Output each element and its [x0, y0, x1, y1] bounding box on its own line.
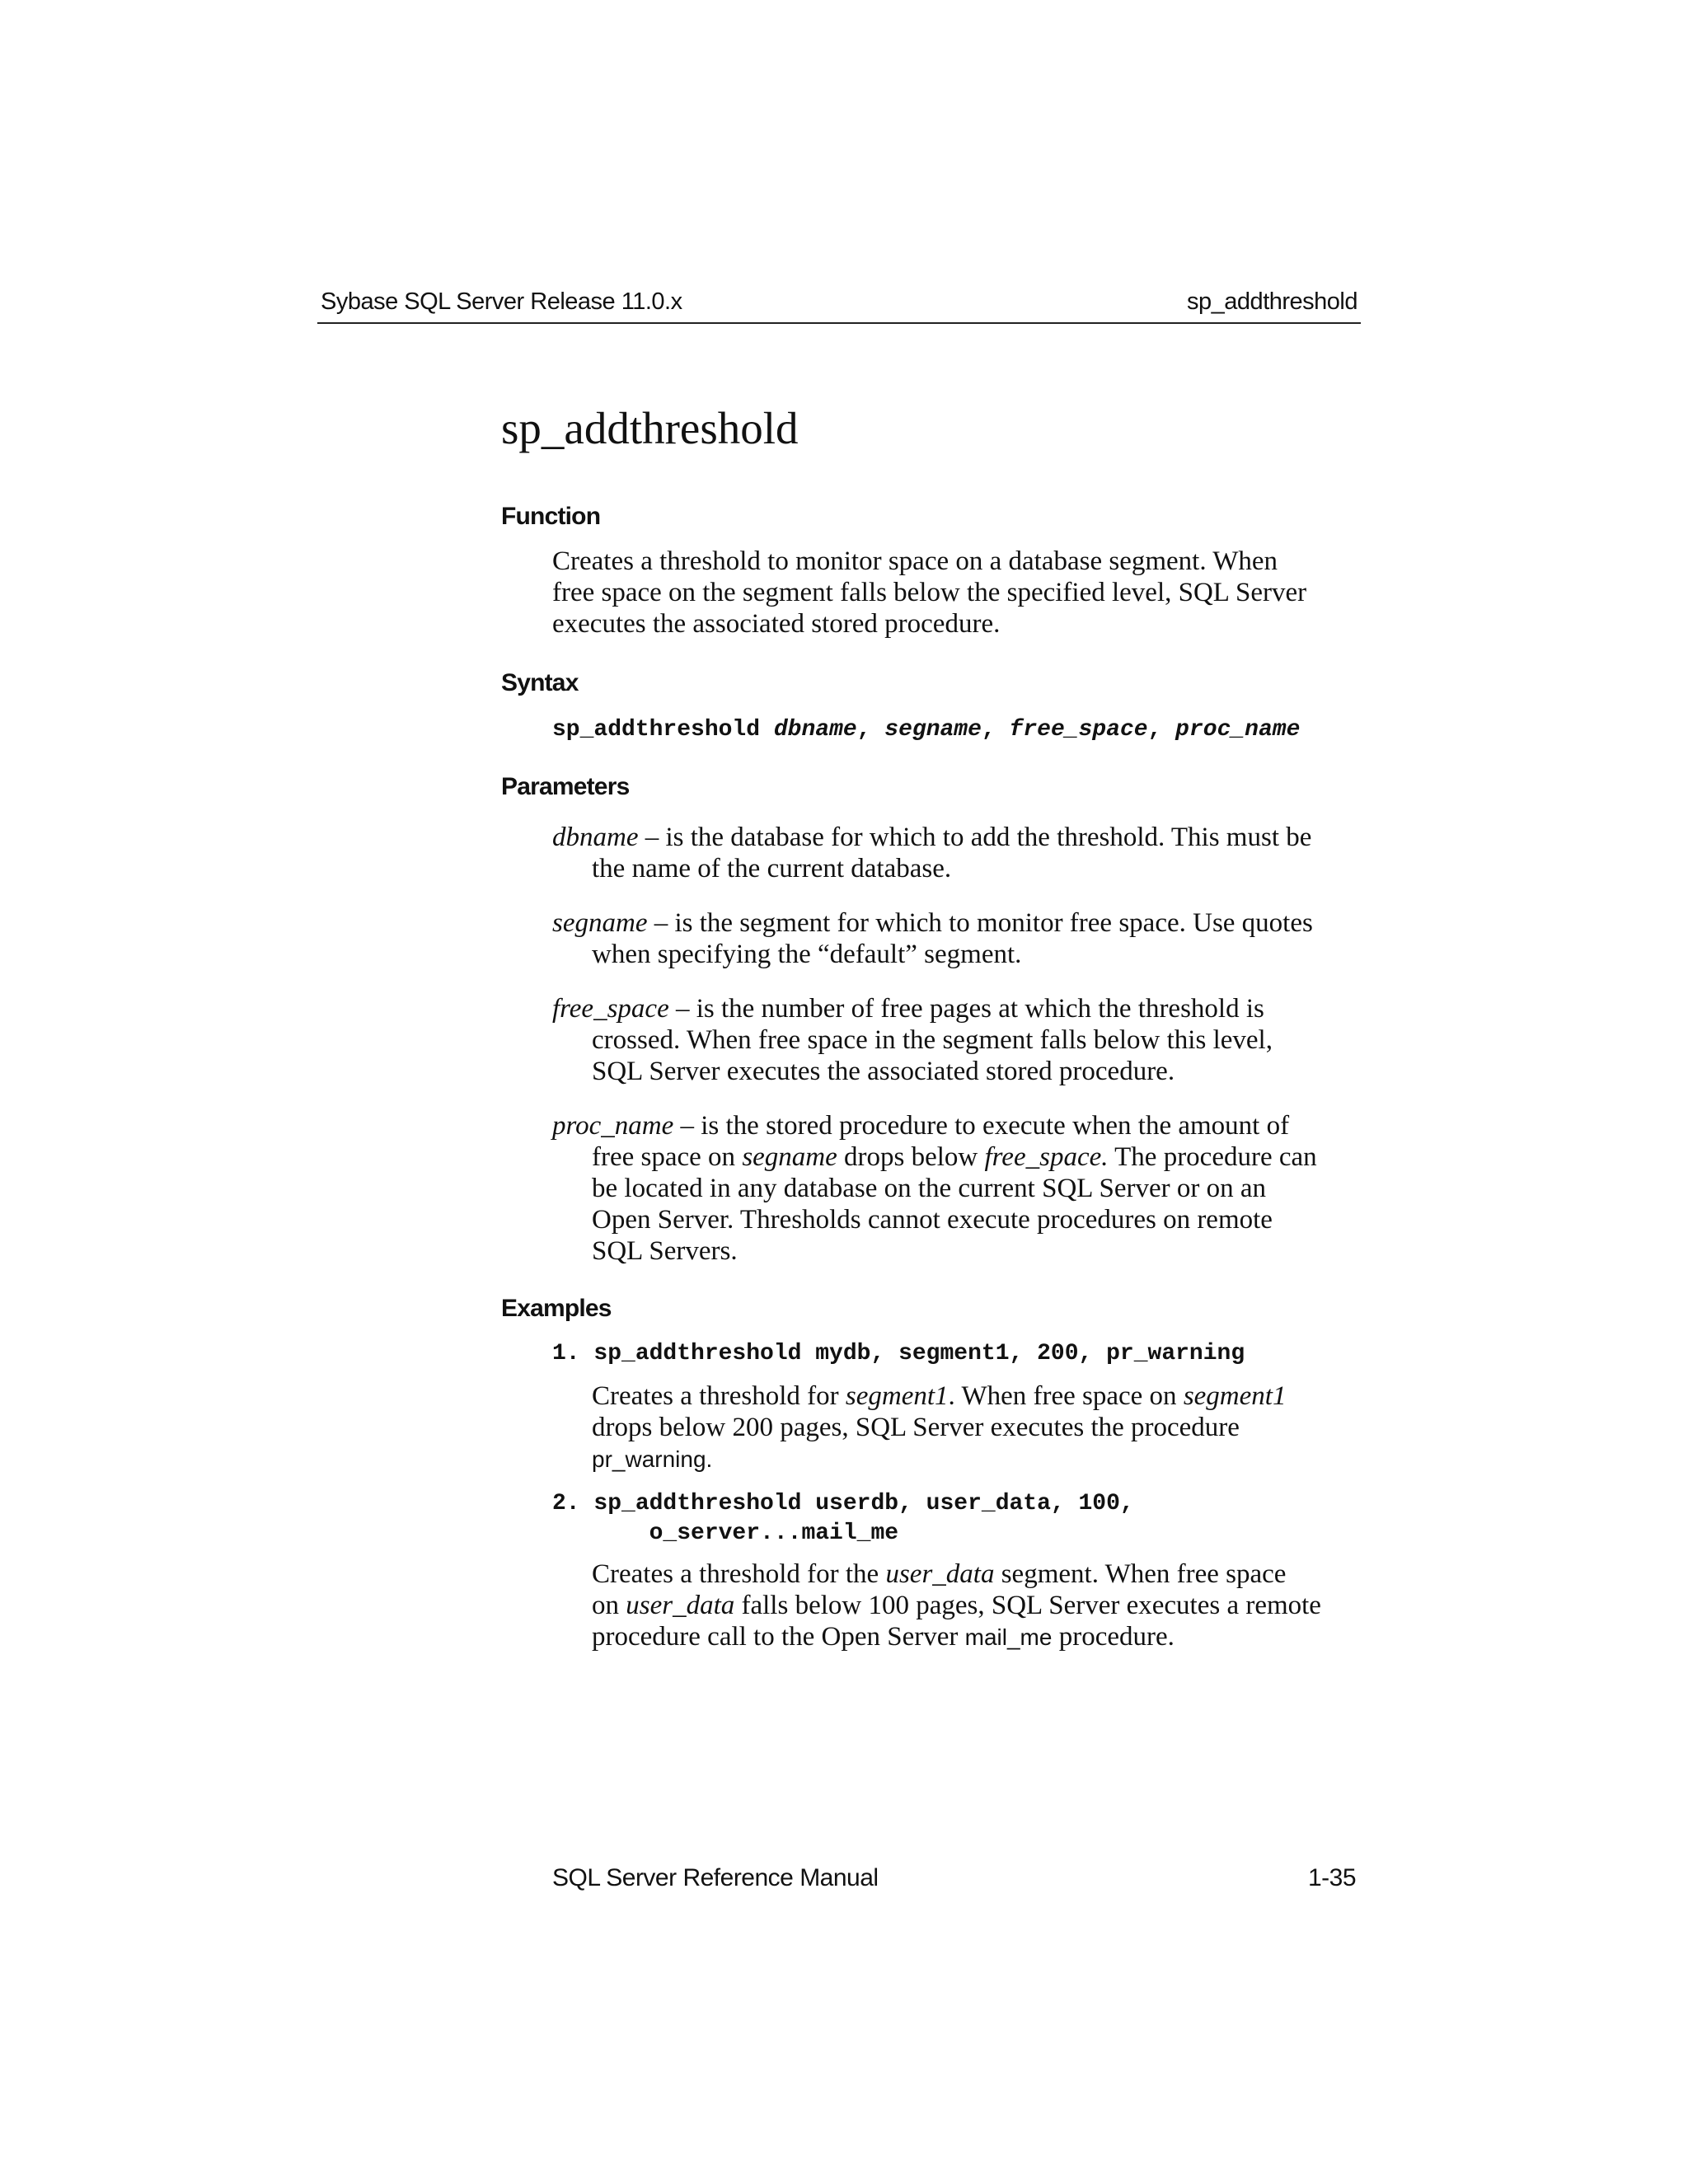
param-proc-name: proc_name – is the stored procedure to execute when the amount of free space on segname drops below free_space. The procedure can be located in any database on the current SQL Server or on an Open Server. Thresholds cannot execute procedures on remote SQL Servers.	[552, 1111, 1317, 1266]
syntax-arg: dbname	[773, 717, 857, 743]
examples-heading: Examples	[501, 1295, 612, 1322]
param-free-space: free_space – is the number of free pages at which the threshold is crossed. When free space in the segment falls below this level, SQL Server executes the associated stored procedure.	[552, 994, 1273, 1086]
procedure-name: mail_me	[964, 1624, 1053, 1650]
example-2-code: 2. sp_addthreshold userdb, user_data, 100, o_server...mail_me	[552, 1491, 1134, 1546]
syntax-arg: free_space	[1009, 717, 1148, 743]
function-text	[552, 546, 1356, 640]
parameters-heading: Parameters	[501, 773, 630, 800]
page-footer	[552, 1864, 1356, 1892]
function-line: free space on the segment falls below the specified level, SQL Server	[552, 578, 1307, 607]
function-line: Creates a threshold to monitor space on a database segment. When	[552, 546, 1278, 576]
header-left: Sybase SQL Server Release 11.0.x	[321, 288, 682, 315]
param-segname: segname – is the segment for which to monitor free space. Use quotes when specifying the “default” segment.	[552, 908, 1313, 969]
param-name: free_space	[552, 994, 669, 1024]
header-right: sp_addthreshold	[1187, 288, 1357, 315]
param-name: proc_name	[552, 1111, 674, 1141]
syntax-arg: segname	[884, 717, 982, 743]
running-header	[317, 288, 1361, 324]
example-1-code: 1. sp_addthreshold mydb, segment1, 200, pr_warning	[552, 1341, 1245, 1366]
param-name: segname	[552, 908, 648, 938]
syntax-code: sp_addthreshold dbname, segname, free_space, proc_name	[552, 717, 1301, 743]
example-1-text: Creates a threshold for segment1. When free space on segment1 drops below 200 pages, SQL Server executes the procedure pr_warning.	[592, 1381, 1287, 1472]
function-heading: Function	[501, 503, 601, 530]
param-name: dbname	[552, 823, 639, 852]
procedure-name: pr_warning.	[592, 1446, 713, 1472]
syntax-heading: Syntax	[501, 669, 579, 696]
example-2-text: Creates a threshold for the user_data segment. When free space on user_data falls below 100 pages, SQL Server executes a remote procedure call to the Open Server mail_me procedure.	[592, 1559, 1321, 1652]
syntax-command: sp_addthreshold	[552, 717, 761, 743]
function-line: executes the associated stored procedure.	[552, 609, 1001, 639]
param-dbname: dbname – is the database for which to add the threshold. This must be the name of the current database.	[552, 823, 1312, 883]
syntax-arg: proc_name	[1175, 717, 1301, 743]
page-number: 1-35	[1307, 1864, 1356, 1891]
page-title: sp_addthreshold	[501, 403, 799, 453]
footer-manual-title: SQL Server Reference Manual	[552, 1864, 879, 1891]
